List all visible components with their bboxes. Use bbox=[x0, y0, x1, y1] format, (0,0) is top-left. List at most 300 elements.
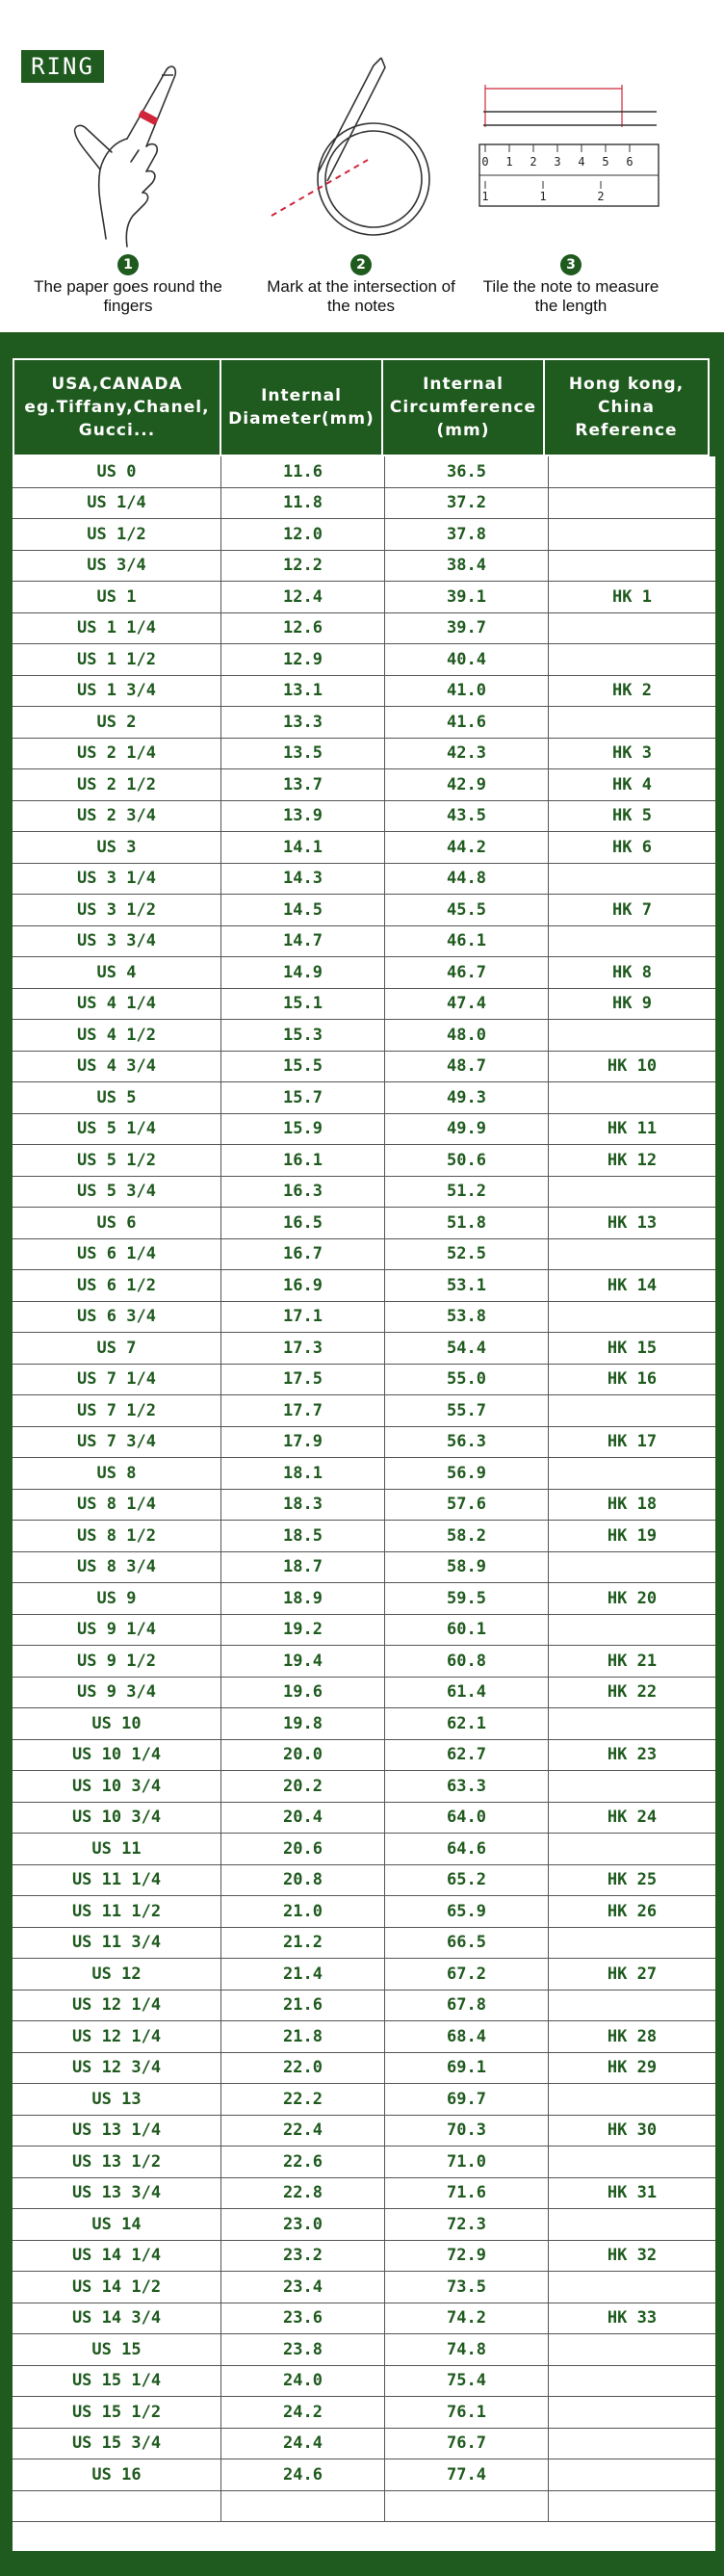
hk-reference-cell bbox=[549, 613, 715, 644]
circumference-cell: 68.4 bbox=[385, 2021, 549, 2052]
diameter-cell: 19.4 bbox=[221, 1646, 385, 1677]
hk-reference-cell bbox=[549, 1615, 715, 1646]
table-row bbox=[13, 2491, 715, 2523]
hk-reference-cell bbox=[549, 2429, 715, 2459]
table-row bbox=[13, 1458, 715, 1490]
circumference-cell: 42.9 bbox=[385, 769, 549, 800]
table-row bbox=[13, 2178, 715, 2210]
hk-reference-cell bbox=[549, 2209, 715, 2240]
hk-reference-cell bbox=[549, 1302, 715, 1333]
hk-reference-cell: HK 24 bbox=[607, 1808, 658, 1828]
us-size-cell: US 13 1/2 bbox=[13, 2147, 221, 2177]
table-row bbox=[13, 2459, 715, 2491]
circumference-cell: 57.6 bbox=[385, 1490, 549, 1521]
diameter-cell: 16.9 bbox=[221, 1270, 385, 1301]
table-row bbox=[13, 644, 715, 676]
table-row bbox=[13, 2303, 715, 2335]
diameter-cell: 18.9 bbox=[221, 1583, 385, 1614]
us-size-cell: US 15 1/4 bbox=[13, 2366, 221, 2397]
hk-reference-cell: HK 14 bbox=[607, 1275, 658, 1295]
diameter-cell: 16.7 bbox=[221, 1239, 385, 1270]
table-row bbox=[13, 1365, 715, 1396]
table-row bbox=[13, 1490, 715, 1522]
table-row bbox=[13, 2209, 715, 2241]
hk-reference-cell: HK 20 bbox=[607, 1588, 658, 1608]
diameter-cell: 17.9 bbox=[221, 1427, 385, 1458]
circumference-cell: 43.5 bbox=[385, 801, 549, 832]
diameter-cell: 24.0 bbox=[221, 2366, 385, 2397]
hk-reference-cell: HK 12 bbox=[607, 1150, 658, 1170]
circumference-cell: 76.1 bbox=[385, 2397, 549, 2428]
table-row bbox=[13, 2116, 715, 2147]
header-hk-reference: Hong kong, China Reference bbox=[543, 358, 710, 456]
circumference-cell: 65.2 bbox=[385, 1865, 549, 1896]
hk-reference-cell bbox=[549, 2366, 715, 2397]
diameter-cell: 16.1 bbox=[221, 1145, 385, 1176]
circumference-cell: 56.3 bbox=[385, 1427, 549, 1458]
circumference-cell: 37.2 bbox=[385, 488, 549, 519]
diameter-cell: 22.8 bbox=[221, 2178, 385, 2209]
table-row bbox=[13, 739, 715, 770]
us-size-cell: US 3 bbox=[13, 832, 221, 863]
hk-reference-cell bbox=[549, 1834, 715, 1864]
circumference-cell: 46.7 bbox=[385, 957, 549, 988]
hk-reference-cell bbox=[549, 1082, 715, 1113]
circumference-cell: 51.8 bbox=[385, 1208, 549, 1238]
diameter-cell: 13.3 bbox=[221, 707, 385, 738]
diameter-cell: 18.3 bbox=[221, 1490, 385, 1521]
diameter-cell: 12.4 bbox=[221, 582, 385, 612]
hk-reference-cell: HK 21 bbox=[607, 1651, 658, 1671]
hk-reference-cell: HK 23 bbox=[607, 1745, 658, 1765]
circumference-cell: 64.0 bbox=[385, 1803, 549, 1834]
hk-reference-cell: HK 1 bbox=[612, 586, 652, 607]
circumference-cell: 61.4 bbox=[385, 1678, 549, 1708]
us-size-cell: US 4 bbox=[13, 957, 221, 988]
table-row bbox=[13, 707, 715, 739]
circumference-cell: 67.8 bbox=[385, 1991, 549, 2021]
diameter-cell: 23.6 bbox=[221, 2303, 385, 2334]
table-row bbox=[13, 676, 715, 708]
circumference-cell: 62.1 bbox=[385, 1708, 549, 1739]
hk-reference-cell: HK 30 bbox=[607, 2121, 658, 2141]
ring-badge: RING bbox=[21, 50, 104, 83]
table-row bbox=[13, 456, 715, 488]
circumference-cell: 52.5 bbox=[385, 1239, 549, 1270]
diameter-cell: 21.0 bbox=[221, 1896, 385, 1927]
step-caption: Tile the note to measure the length bbox=[482, 277, 659, 315]
diameter-cell: 15.9 bbox=[221, 1114, 385, 1145]
circumference-cell: 60.8 bbox=[385, 1646, 549, 1677]
diameter-cell: 23.8 bbox=[221, 2334, 385, 2365]
hk-reference-cell: HK 7 bbox=[612, 899, 652, 920]
diameter-cell: 22.6 bbox=[221, 2147, 385, 2177]
table-row bbox=[13, 1427, 715, 1459]
diameter-cell: 14.9 bbox=[221, 957, 385, 988]
hk-reference-cell: HK 3 bbox=[612, 743, 652, 764]
us-size-cell: US 1 bbox=[13, 582, 221, 612]
hk-reference-cell: HK 15 bbox=[607, 1338, 658, 1358]
circumference-cell: 59.5 bbox=[385, 1583, 549, 1614]
hk-reference-cell bbox=[549, 1177, 715, 1208]
us-size-cell: US 3 1/2 bbox=[13, 895, 221, 925]
table-row bbox=[13, 1678, 715, 1709]
table-row bbox=[13, 1082, 715, 1114]
diameter-cell: 13.1 bbox=[221, 676, 385, 707]
hk-reference-cell bbox=[549, 1395, 715, 1426]
us-size-cell: US 10 bbox=[13, 1708, 221, 1739]
circumference-cell: 69.1 bbox=[385, 2053, 549, 2084]
ruler-tick: 1 bbox=[505, 155, 513, 169]
table-row bbox=[13, 1803, 715, 1834]
circumference-cell: 39.1 bbox=[385, 582, 549, 612]
circumference-cell: 75.4 bbox=[385, 2366, 549, 2397]
us-size-cell: US 9 1/4 bbox=[13, 1615, 221, 1646]
us-size-cell: US 12 3/4 bbox=[13, 2053, 221, 2084]
circumference-cell: 51.2 bbox=[385, 1177, 549, 1208]
us-size-cell: US 2 1/2 bbox=[13, 769, 221, 800]
hk-reference-cell bbox=[549, 2272, 715, 2303]
us-size-cell: US 11 1/2 bbox=[13, 1896, 221, 1927]
ruler-tick: 0 bbox=[481, 155, 489, 169]
circumference-cell: 74.2 bbox=[385, 2303, 549, 2334]
diameter-cell: 21.8 bbox=[221, 2021, 385, 2052]
diameter-cell: 13.7 bbox=[221, 769, 385, 800]
diameter-cell: 11.6 bbox=[221, 456, 385, 487]
diameter-cell: 12.9 bbox=[221, 644, 385, 675]
us-size-cell: US 1 1/4 bbox=[13, 613, 221, 644]
us-size-cell: US 6 1/4 bbox=[13, 1239, 221, 1270]
instructions-section bbox=[0, 0, 724, 327]
diameter-cell: 12.2 bbox=[221, 551, 385, 582]
us-size-cell: US 10 3/4 bbox=[13, 1803, 221, 1834]
table-row bbox=[13, 1959, 715, 1991]
ruler-tick: 3 bbox=[554, 155, 561, 169]
hk-reference-cell bbox=[549, 488, 715, 519]
hk-reference-cell bbox=[549, 1020, 715, 1051]
us-size-cell: US 12 1/4 bbox=[13, 2021, 221, 2052]
diameter-cell: 13.9 bbox=[221, 801, 385, 832]
diameter-cell: 20.0 bbox=[221, 1740, 385, 1771]
table-row bbox=[13, 1020, 715, 1052]
us-size-cell: US 4 1/4 bbox=[13, 989, 221, 1020]
us-size-cell: US 12 1/4 bbox=[13, 1991, 221, 2021]
diameter-cell: 21.6 bbox=[221, 1991, 385, 2021]
us-size-cell: US 15 3/4 bbox=[13, 2429, 221, 2459]
us-size-cell: US 3 3/4 bbox=[13, 926, 221, 957]
table-row bbox=[13, 551, 715, 583]
step-caption: The paper goes round the fingers bbox=[34, 277, 222, 315]
circumference-cell: 65.9 bbox=[385, 1896, 549, 1927]
us-size-cell bbox=[13, 2491, 221, 2522]
diameter-cell: 19.6 bbox=[221, 1678, 385, 1708]
hk-reference-cell: HK 28 bbox=[607, 2026, 658, 2046]
diameter-cell: 19.2 bbox=[221, 1615, 385, 1646]
hk-reference-cell: HK 10 bbox=[607, 1056, 658, 1077]
hk-reference-cell: HK 5 bbox=[612, 806, 652, 826]
hk-reference-cell bbox=[549, 1928, 715, 1959]
diameter-cell: 24.2 bbox=[221, 2397, 385, 2428]
hk-reference-cell bbox=[549, 1708, 715, 1739]
table-row bbox=[13, 1708, 715, 1740]
circumference-cell: 50.6 bbox=[385, 1145, 549, 1176]
us-size-cell: US 3/4 bbox=[13, 551, 221, 582]
hk-reference-cell bbox=[549, 2459, 715, 2490]
circumference-cell: 41.6 bbox=[385, 707, 549, 738]
hk-reference-cell: HK 8 bbox=[612, 962, 652, 982]
ruler-tick: 2 bbox=[597, 190, 605, 203]
us-size-cell: US 2 1/4 bbox=[13, 739, 221, 769]
us-size-cell: US 11 bbox=[13, 1834, 221, 1864]
hk-reference-cell: HK 11 bbox=[607, 1119, 658, 1139]
us-size-cell: US 12 bbox=[13, 1959, 221, 1990]
size-table-frame bbox=[0, 332, 724, 2576]
diameter-cell: 20.6 bbox=[221, 1834, 385, 1864]
table-row bbox=[13, 1302, 715, 1334]
table-row bbox=[13, 926, 715, 958]
hk-reference-cell: HK 4 bbox=[612, 774, 652, 794]
circumference-cell: 38.4 bbox=[385, 551, 549, 582]
diameter-cell: 22.2 bbox=[221, 2084, 385, 2115]
circumference-cell: 49.9 bbox=[385, 1114, 549, 1145]
circumference-cell: 55.0 bbox=[385, 1365, 549, 1395]
hk-reference-cell: HK 22 bbox=[607, 1682, 658, 1703]
table-row bbox=[13, 1052, 715, 1083]
table-row bbox=[13, 2241, 715, 2273]
circumference-cell: 45.5 bbox=[385, 895, 549, 925]
us-size-cell: US 16 bbox=[13, 2459, 221, 2490]
circumference-cell: 62.7 bbox=[385, 1740, 549, 1771]
diameter-cell: 15.7 bbox=[221, 1082, 385, 1113]
us-size-cell: US 15 1/2 bbox=[13, 2397, 221, 2428]
hk-reference-cell bbox=[549, 456, 715, 487]
table-row bbox=[13, 1896, 715, 1928]
circumference-cell: 48.0 bbox=[385, 1020, 549, 1051]
us-size-cell: US 13 3/4 bbox=[13, 2178, 221, 2209]
us-size-cell: US 14 bbox=[13, 2209, 221, 2240]
table-row bbox=[13, 488, 715, 520]
us-size-cell: US 3 1/4 bbox=[13, 864, 221, 895]
us-size-cell: US 6 bbox=[13, 1208, 221, 1238]
diameter-cell: 23.0 bbox=[221, 2209, 385, 2240]
us-size-cell: US 14 1/2 bbox=[13, 2272, 221, 2303]
hk-reference-cell bbox=[549, 1458, 715, 1489]
circumference-cell: 77.4 bbox=[385, 2459, 549, 2490]
step-caption: Mark at the intersection of the notes bbox=[267, 277, 455, 315]
table-row bbox=[13, 1771, 715, 1803]
diameter-cell: 17.1 bbox=[221, 1302, 385, 1333]
table-row bbox=[13, 1521, 715, 1552]
hk-reference-cell: HK 2 bbox=[612, 681, 652, 701]
table-row bbox=[13, 2147, 715, 2178]
table-row bbox=[13, 1333, 715, 1365]
hk-reference-cell bbox=[549, 2147, 715, 2177]
diameter-cell: 12.6 bbox=[221, 613, 385, 644]
table-row bbox=[13, 895, 715, 926]
circumference-cell: 73.5 bbox=[385, 2272, 549, 2303]
diameter-cell: 24.6 bbox=[221, 2459, 385, 2490]
ruler-tick: 4 bbox=[578, 155, 585, 169]
ruler-tick: 5 bbox=[602, 155, 609, 169]
diameter-cell: 12.0 bbox=[221, 519, 385, 550]
table-row bbox=[13, 832, 715, 864]
us-size-cell: US 10 3/4 bbox=[13, 1771, 221, 1802]
table-row bbox=[13, 582, 715, 613]
us-size-cell: US 1 1/2 bbox=[13, 644, 221, 675]
table-row bbox=[13, 1395, 715, 1427]
circumference-cell: 63.3 bbox=[385, 1771, 549, 1802]
circumference-cell: 71.6 bbox=[385, 2178, 549, 2209]
circumference-cell: 44.8 bbox=[385, 864, 549, 895]
hk-reference-cell bbox=[549, 1239, 715, 1270]
table-row bbox=[13, 1239, 715, 1271]
us-size-cell: US 10 1/4 bbox=[13, 1740, 221, 1771]
table-row bbox=[13, 1270, 715, 1302]
circumference-cell: 72.3 bbox=[385, 2209, 549, 2240]
circumference-cell: 37.8 bbox=[385, 519, 549, 550]
header-diameter: Internal Diameter(mm) bbox=[220, 358, 383, 456]
ruler-illustration bbox=[476, 46, 664, 239]
us-size-cell: US 5 3/4 bbox=[13, 1177, 221, 1208]
diameter-cell: 15.5 bbox=[221, 1052, 385, 1082]
step-number: 3 bbox=[560, 254, 582, 275]
table-row bbox=[13, 957, 715, 989]
hk-reference-cell bbox=[549, 864, 715, 895]
table-row bbox=[13, 1646, 715, 1678]
us-size-cell: US 1/4 bbox=[13, 488, 221, 519]
table-row bbox=[13, 519, 715, 551]
hk-reference-cell: HK 31 bbox=[607, 2183, 658, 2203]
us-size-cell: US 14 1/4 bbox=[13, 2241, 221, 2272]
table-row bbox=[13, 2397, 715, 2429]
circumference-cell: 47.4 bbox=[385, 989, 549, 1020]
step-number: 2 bbox=[350, 254, 372, 275]
table-row bbox=[13, 1865, 715, 1897]
table-row bbox=[13, 1834, 715, 1865]
diameter-cell: 21.2 bbox=[221, 1928, 385, 1959]
diameter-cell: 15.3 bbox=[221, 1020, 385, 1051]
circumference-cell: 36.5 bbox=[385, 456, 549, 487]
us-size-cell: US 11 1/4 bbox=[13, 1865, 221, 1896]
table-row bbox=[13, 1145, 715, 1177]
table-row bbox=[13, 1208, 715, 1239]
circumference-cell: 48.7 bbox=[385, 1052, 549, 1082]
hk-reference-cell: HK 19 bbox=[607, 1525, 658, 1546]
table-row bbox=[13, 1114, 715, 1146]
diameter-cell: 23.4 bbox=[221, 2272, 385, 2303]
table-row bbox=[13, 2053, 715, 2085]
us-size-cell: US 2 bbox=[13, 707, 221, 738]
step-1 bbox=[27, 254, 229, 316]
us-size-cell: US 8 3/4 bbox=[13, 1552, 221, 1583]
table-row bbox=[13, 2366, 715, 2398]
table-row bbox=[13, 2272, 715, 2303]
diameter-cell: 11.8 bbox=[221, 488, 385, 519]
diameter-cell: 20.4 bbox=[221, 1803, 385, 1834]
circumference-cell bbox=[385, 2491, 549, 2522]
diameter-cell: 18.1 bbox=[221, 1458, 385, 1489]
diameter-cell: 14.7 bbox=[221, 926, 385, 957]
table-row bbox=[13, 2084, 715, 2116]
table-row bbox=[13, 1991, 715, 2022]
diameter-cell: 22.4 bbox=[221, 2116, 385, 2147]
header-circumference: Internal Circumference (mm) bbox=[381, 358, 545, 456]
hk-reference-cell: HK 26 bbox=[607, 1901, 658, 1921]
circumference-cell: 58.9 bbox=[385, 1552, 549, 1583]
circumference-cell: 72.9 bbox=[385, 2241, 549, 2272]
diameter-cell: 20.8 bbox=[221, 1865, 385, 1896]
step-number: 1 bbox=[117, 254, 139, 275]
table-row bbox=[13, 1583, 715, 1615]
circumference-cell: 42.3 bbox=[385, 739, 549, 769]
hk-reference-cell bbox=[549, 2397, 715, 2428]
circumference-cell: 40.4 bbox=[385, 644, 549, 675]
us-size-cell: US 6 3/4 bbox=[13, 1302, 221, 1333]
us-size-cell: US 1/2 bbox=[13, 519, 221, 550]
diameter-cell bbox=[221, 2491, 385, 2522]
us-size-cell: US 7 1/4 bbox=[13, 1365, 221, 1395]
us-size-cell: US 0 bbox=[13, 456, 221, 487]
us-size-cell: US 13 bbox=[13, 2084, 221, 2115]
table-row bbox=[13, 1552, 715, 1584]
hk-reference-cell: HK 27 bbox=[607, 1964, 658, 1984]
diameter-cell: 18.7 bbox=[221, 1552, 385, 1583]
hk-reference-cell bbox=[549, 551, 715, 582]
hk-reference-cell bbox=[549, 1991, 715, 2021]
hk-reference-cell bbox=[549, 519, 715, 550]
us-size-cell: US 2 3/4 bbox=[13, 801, 221, 832]
diameter-cell: 13.5 bbox=[221, 739, 385, 769]
us-size-cell: US 15 bbox=[13, 2334, 221, 2365]
step-2 bbox=[260, 254, 462, 316]
hk-reference-cell bbox=[549, 1552, 715, 1583]
ruler-tick: 2 bbox=[530, 155, 537, 169]
ruler-tick: 6 bbox=[626, 155, 634, 169]
table-row bbox=[13, 1928, 715, 1960]
table-row bbox=[13, 613, 715, 645]
diameter-cell: 17.3 bbox=[221, 1333, 385, 1364]
circumference-cell: 58.2 bbox=[385, 1521, 549, 1551]
diameter-cell: 17.5 bbox=[221, 1365, 385, 1395]
table-row bbox=[13, 2021, 715, 2053]
diameter-cell: 17.7 bbox=[221, 1395, 385, 1426]
circumference-cell: 54.4 bbox=[385, 1333, 549, 1364]
table-row bbox=[13, 2334, 715, 2366]
diameter-cell: 21.4 bbox=[221, 1959, 385, 1990]
hk-reference-cell bbox=[549, 926, 715, 957]
diameter-cell: 16.5 bbox=[221, 1208, 385, 1238]
table-body bbox=[13, 456, 715, 2522]
circumference-cell: 53.1 bbox=[385, 1270, 549, 1301]
hk-reference-cell: HK 18 bbox=[607, 1495, 658, 1515]
circumference-cell: 55.7 bbox=[385, 1395, 549, 1426]
hk-reference-cell: HK 33 bbox=[607, 2308, 658, 2329]
diameter-cell: 14.1 bbox=[221, 832, 385, 863]
hk-reference-cell: HK 17 bbox=[607, 1432, 658, 1452]
circumference-cell: 56.9 bbox=[385, 1458, 549, 1489]
table-row bbox=[13, 1740, 715, 1772]
circumference-cell: 53.8 bbox=[385, 1302, 549, 1333]
diameter-cell: 18.5 bbox=[221, 1521, 385, 1551]
circumference-cell: 69.7 bbox=[385, 2084, 549, 2115]
hk-reference-cell: HK 16 bbox=[607, 1369, 658, 1390]
circumference-cell: 70.3 bbox=[385, 2116, 549, 2147]
us-size-cell: US 1 3/4 bbox=[13, 676, 221, 707]
us-size-cell: US 13 1/4 bbox=[13, 2116, 221, 2147]
table-header bbox=[13, 358, 715, 456]
ruler-tick: 1 bbox=[539, 190, 547, 203]
hk-reference-cell: HK 29 bbox=[607, 2058, 658, 2078]
